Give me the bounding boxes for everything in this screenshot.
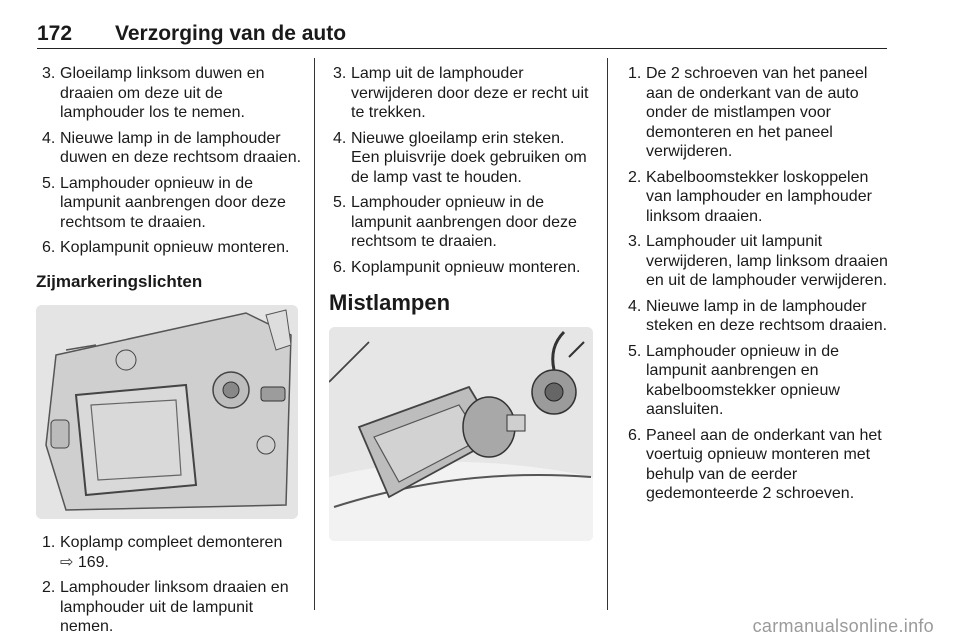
page-header [37,16,887,49]
list-item: 2. Lamphouder linksom draaien en lamphouder uit de lampunit nemen. [42,579,289,635]
page-reference[interactable]: 169. [77,553,109,571]
list-item: 4. Nieuwe lamp in de lamphouder duwen en deze rechtsom draaien. [42,129,302,166]
steps-list [36,533,304,637]
fog-lamp-illustration [329,327,593,541]
page-number: 172 [37,22,73,45]
list-item: 3. Lamphouder uit lampunit verwijderen, lamp linksom draaien en uit de lamphouder verwijderen. [628,233,888,289]
watermark[interactable]: carmanualsonline.info [752,616,934,636]
list-item: 6. Koplampunit opnieuw monteren. [42,239,290,256]
list-item: 2. Kabelboomstekker loskoppelen van lamphouder en lamphouder linksom draaien. [628,168,872,225]
section-subheading: Zijmarkeringslichten [36,271,203,291]
list-item: 6. Paneel aan de onderkant van het voertuig opnieuw monteren met behulp van de eerder gedemonteerde 2 schroeven. [628,426,882,502]
list-item: 1. De 2 schroeven van het paneel aan de onderkant van de auto onder de mistlampen voor demonteren en het paneel verwijderen. [628,65,868,160]
list-item: 3. Gloeilamp linksom duwen en draaien om deze uit de lamphouder los te nemen. [42,65,265,121]
section-heading: Mistlampen [329,290,451,315]
page-ref-arrow-icon: ⇨ [60,553,74,571]
list-item: 5. Lamphouder opnieuw in de lampunit aanbrengen en kabelboomstekker opnieuw aansluiten. [628,342,840,418]
side-marker-illustration [36,305,298,519]
steps-list [331,64,593,277]
column-divider [607,58,608,610]
list-item: 6. Koplampunit opnieuw monteren. [333,258,581,276]
list-item: 5. Lamphouder opnieuw in de lampunit aanbrengen door deze rechtsom te draaien. [42,174,286,231]
column-3 [626,64,888,510]
page-title: Verzorging van de auto [115,22,347,45]
list-item: 3. Lamp uit de lamphouder verwijderen door deze er recht uit te trekken. [333,65,589,121]
steps-list [36,64,304,258]
column-1 [36,64,304,643]
steps-list [626,64,888,504]
list-item: 1. Koplamp compleet demonteren ⇨ 169. [42,534,283,571]
list-item: 4. Nieuwe gloeilamp erin steken. Een pluisvrije doek gebruiken om de lamp vast te houden. [333,129,587,186]
list-item: 5. Lamphouder opnieuw in de lampunit aanbrengen door deze rechtsom te draaien. [333,194,577,250]
column-2 [331,64,593,541]
column-divider [314,58,315,610]
list-item: 4. Nieuwe lamp in de lamphouder steken en deze rechtsom draaien. [628,297,888,334]
